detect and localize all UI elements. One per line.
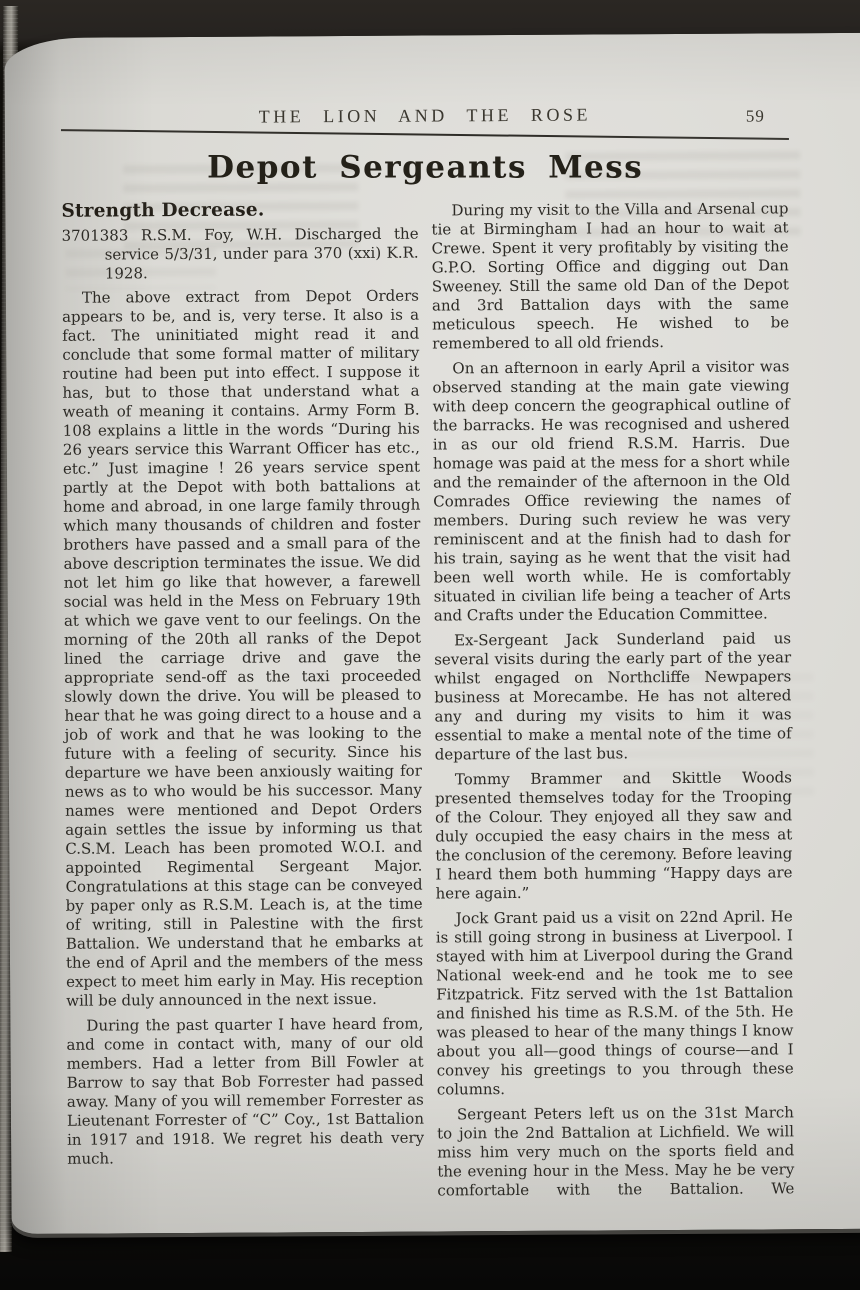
header-rule [61, 129, 789, 140]
text-columns [61, 197, 795, 1202]
right-column-paragraphs [431, 199, 794, 1200]
left-column-paragraphs [62, 287, 424, 1169]
right-column [431, 197, 794, 1200]
paragraph: Jock Grant paid us a visit on 22nd April. He is still going strong in business at Liverpool. I stayed with him at Liverpool during the Grand National week-end and he took me to see Fitzpatrick. Fitz served with the 1st Battalion and finished his time as R.S.M. of the 5th. He was pleased to hear of the many things I know about you all—good things of course—and I convey his greetings to you through these columns. [435, 907, 794, 1099]
paragraph: On an afternoon in early April a visitor was observed standing at the main gate viewing with deep concern the geographical outline of the barracks. He was recognised and ushered in as our old friend R.S.M. Harris. Due homage was paid at the mess for a short while and the remainder of the afternoon in the Old Comrades Office reviewing the names of members. During such review he was very reminiscent and at the finish had to dash for his train, saying as he went that the visit had been well worth while. He is comfortably situated in civilian life being a teacher of Arts and Crafts under the Education Committee. [432, 357, 791, 625]
paragraph: Tommy Brammer and Skittle Woods presented themselves today for the Trooping of the Colour. They enjoyed all they saw and duly occupied the easy chairs in the mess at the conclusion of the ceremony. Before leaving I heard them both humming “Happy days are here again.” [434, 768, 793, 903]
paragraph: The above extract from Depot Orders appears to be, and is, very terse. It also is a fact. The uninitiated might read it and conclude that some formal matter of military routine had been put into effect. I suppose it has, but to those that understand what a weath of meaning it contains. Army Form B. 108 explains a little in the words “During his 26 years service this Warrant Officer has etc., etc.” Just imagine ! 26 years service spent partly at the Depot with both battalions at home and abroad, in one large family through which many thousands of children and foster brothers have passed and a small para of the above description terminates the issue. We did not let him go like that however, a farewell social was held in the Mess on February 19th at which we gave vent to our feelings. On the morning of the 20th all ranks of the Depot lined the carriage drive and gave the appropriate send-off as the taxi proceeded slowly down the drive. You will be pleased to hear that he was going direct to a house and a job of work and that he was looking to the future with a feeling of security. Since his departure we have been anxiously waiting for news as to who would be his successor. Many names were mentioned and Depot Orders again settles the issue by informing us that C.S.M. Leach has been promoted W.O.I. and appointed Regimental Sergeant Major. Congratulations at this stage can be conveyed by paper only as R.S.M. Leach is, at the time of writing, still in Palestine with the first Battalion. We understand that he embarks at the end of April and the members of the mess expect to meet him early in May. His reception will be duly announced in the next issue. [62, 286, 424, 1010]
article-title: Depot Sergeants Mess [207, 149, 644, 186]
paragraph: Sergeant Peters left us on the 31st March to join the 2nd Battalion at Lichfield. We will miss him very much on the sports field and the evening hour in the Mess. May he be very comfortable with the Battalion. We [436, 1103, 795, 1200]
section-heading: Strength Decrease. [61, 199, 265, 222]
paragraph: Ex-Sergeant Jack Sunderland paid us several visits during the early part of the year whilst engaged on Northcliffe Newpapers business at Morecambe. He has not altered any and during my visits to him it was essential to make a mental note of the time of departure of the last bus. [434, 629, 792, 764]
running-head [61, 103, 789, 128]
left-column [61, 200, 424, 1203]
journal-title: THE LION AND THE ROSE [258, 104, 591, 127]
paragraph: During my visit to the Villa and Arsenal cup tie at Birmingham I had an hour to wait at Crewe. Spent it very profitably by visiting the G.P.O. Sorting Office and digging out Dan Sweeney. Still the same old Dan of the Depot and 3rd Battalion days with the same meticulous speech. He wished to be remembered to all old friends. [431, 199, 790, 353]
page-number: 59 [745, 106, 765, 126]
depot-orders-extract: 3701383 R.S.M. Foy, W.H. Discharged the service 5/3/31, under para 370 (xxi) K.R. 1928. [61, 224, 419, 283]
paragraph: During the past quarter I have heard from, and come in contact with, many of our old members. Had a letter from Bill Fowler at Barrow to say that Bob Forrester had passed away. Many of you will remember Forrester as Lieutenant Forrester of “C” Coy., 1st Battalion in 1917 and 1918. We regret his death very much. [66, 1014, 425, 1168]
magazine-page [4, 33, 860, 1234]
